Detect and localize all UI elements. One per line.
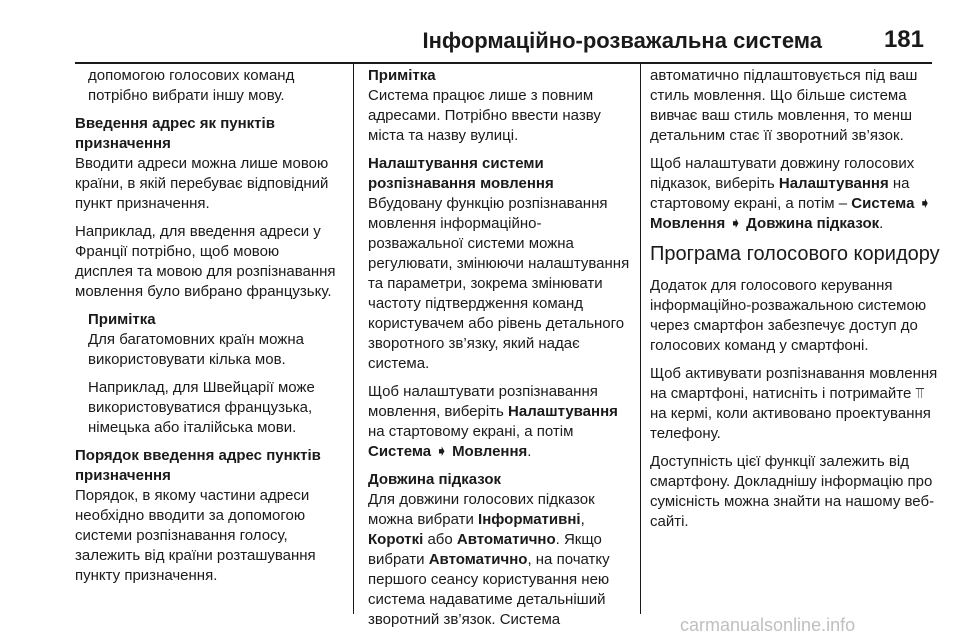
page-number: 181: [883, 26, 924, 53]
header-title: Інформаційно-розважальна система: [422, 28, 822, 53]
voice-control-icon: ⫪: [915, 385, 924, 402]
paragraph: Для довжини голосових підказок можна вибрати Інформативні, Короткі або Автоматично. Якщо вибрати Автоматично, на початку першого сеансу користування нею система надаватиме детальніший зворотний зв’язок. Система: [368, 491, 610, 628]
column-divider-1: [353, 64, 354, 614]
column-3: [650, 66, 940, 540]
paragraph: Щоб налаштувати розпізнавання мовлення, виберіть Налаштування на стартовому екрані, а потім Система ➧ Мовлення.: [368, 383, 618, 460]
column-1: [75, 66, 340, 594]
note-block: [368, 66, 633, 146]
paragraph: Щоб активувати розпізнавання мовлення на смартфоні, натисніть і потримайте ⫪ на кермі, коли активовано проектування телефону.: [650, 365, 938, 442]
paragraph: Додаток для голосового керування інформаційно-розважальною системою через смартфон забезпечує доступ до голосових команд у смартфоні.: [650, 277, 927, 354]
note-text: Для багатомовних країн можна використовувати кілька мов.: [88, 331, 304, 368]
note-title: Примітка: [368, 67, 436, 84]
paragraph: Щоб налаштувати довжину голосових підказок, виберіть Налаштування на стартовому екрані, а потім – Система ➧ Мовлення ➧ Довжина підказок.: [650, 155, 932, 232]
arrow-icon: ➧: [435, 443, 448, 460]
paragraph: Вбудовану функцію розпізнавання мовлення інформаційно-розважальної системи можна регулювати, змінюючи налаштування та параметри, зокрема змінювати частоту підтвердження команд користувачем або рівень детального зворотного зв’язку, який надає система.: [368, 195, 630, 372]
paragraph: Доступність цієї функції залежить від смартфону. Докладнішу інформацію про сумісність можна знайти на нашому веб-сайті.: [650, 453, 935, 530]
subheading-address-order: Порядок введення адрес пунктів призначення: [75, 447, 321, 484]
note-text: Наприклад, для Швейцарії може використовуватися французька, німецька або італійська мови.: [88, 379, 315, 436]
subheading-speech-settings: Налаштування системи розпізнавання мовлення: [368, 155, 554, 192]
note-text: Система працює лише з повним адресами. Потрібно ввести назву міста та назву вулиці.: [368, 87, 601, 144]
continued-text: допомогою голосових команд потрібно вибрати іншу мову.: [88, 67, 295, 104]
paragraph: Порядок, в якому частини адреси необхідно вводити за допомогою системи розпізнавання голосу, залежить від країни розташування пункту призначення.: [75, 487, 316, 584]
column-2: [368, 66, 633, 638]
note-block: [75, 310, 340, 438]
page-header: [75, 22, 932, 64]
section-heading-voice-passthrough: Програма голосового коридору: [650, 243, 940, 265]
paragraph: Наприклад, для введення адреси у Франції потрібно, щоб мовою дисплея та мовою для розпізнавання мовлення було вибрано французьку.: [75, 223, 336, 300]
watermark: carmanualsonline.info: [680, 615, 856, 635]
column-divider-2: [640, 64, 641, 614]
subheading-prompt-length: Довжина підказок: [368, 471, 502, 488]
note-title: Примітка: [88, 311, 156, 328]
arrow-icon: ➧: [729, 215, 742, 232]
paragraph: Вводити адреси можна лише мовою країни, в якій перебуває відповідний пункт призначення.: [75, 155, 329, 212]
arrow-icon: ➧: [918, 195, 932, 212]
subheading-address-entry: Введення адрес як пунктів призначення: [75, 115, 275, 152]
continued-text: автоматично підлаштовується під ваш стиль мовлення. Що більше система вивчає ваш стиль мовлення, то менш детальним стає її зворотний зв’язок.: [650, 67, 918, 144]
